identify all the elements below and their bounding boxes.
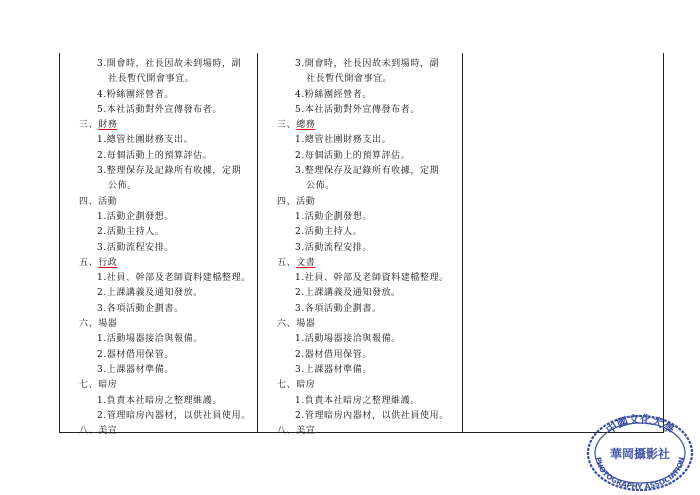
column-divider: [462, 53, 463, 433]
list-item: 1.活動企劃發想。: [295, 211, 372, 222]
list-item-continuation: 社長暫代開會事宜。: [108, 74, 195, 85]
seal-bottom-text: PHOTOGRAPHY ASSOCIATION: [593, 456, 687, 491]
list-item-continuation: 公佈。: [306, 181, 335, 192]
section-title: 文書: [296, 257, 316, 268]
section-heading: [59, 195, 257, 210]
section-number: 五、: [277, 257, 297, 268]
revised-text-column: [257, 53, 462, 433]
list-item: 3.各項活動企劃書。: [295, 303, 382, 314]
list-item: 3.活動流程安排。: [97, 242, 174, 253]
list-item: 1.總管社團財務支出。: [295, 135, 392, 146]
section-number: 三、: [79, 120, 99, 131]
section-title: 暗房: [98, 380, 118, 391]
list-item: 1.總管社團財務支出。: [97, 135, 194, 146]
list-item: 2.活動主持人。: [295, 227, 363, 238]
list-item: 3.各項活動企劃書。: [97, 303, 184, 314]
list-item: 3.上課器材準備。: [97, 364, 174, 375]
list-item: 2.上課講義及通知發放。: [97, 288, 203, 299]
section-title: 暗房: [296, 380, 316, 391]
list-item: 2.器材借用保管。: [295, 349, 372, 360]
list-item: 2.管理暗房內器材，以供社員使用。: [295, 410, 449, 421]
list-item: 3.上課器材準備。: [295, 364, 372, 375]
club-seal-stamp: [584, 409, 696, 491]
notes-column: [462, 53, 664, 433]
list-item: 2.活動主持人。: [97, 227, 165, 238]
list-item: 2.上課講義及通知發放。: [295, 288, 401, 299]
section-heading: [59, 317, 257, 332]
table-border-left: [59, 53, 60, 433]
section-title: 場器: [296, 319, 316, 330]
list-item-continuation: 社長暫代開會事宜。: [306, 74, 393, 85]
section-number: 七、: [79, 380, 99, 391]
section-heading: [257, 378, 462, 393]
list-item: 4.粉絲團經營者。: [295, 89, 372, 100]
section-title: 總務: [296, 120, 316, 131]
section-heading: [59, 378, 257, 393]
section-number: 六、: [277, 319, 297, 330]
list-item-continuation: 公佈。: [108, 181, 137, 192]
section-number: 四、: [277, 196, 297, 207]
section-title: 活動: [98, 196, 118, 207]
list-item: 1.活動場器接洽與報備。: [295, 334, 401, 345]
section-number: 七、: [277, 380, 297, 391]
list-item: 1.活動企劃發想。: [97, 211, 174, 222]
section-number: 六、: [79, 319, 99, 330]
section-heading: [257, 195, 462, 210]
list-item: 3.整理保存及記錄所有收據，定期: [295, 166, 440, 177]
section-number: 四、: [79, 196, 99, 207]
section-heading: [257, 118, 462, 133]
section-number: 五、: [79, 257, 99, 268]
original-text-column: [59, 53, 257, 433]
section-title: 活動: [296, 196, 316, 207]
section-heading: [59, 118, 257, 133]
list-item: 3.整理保存及記錄所有收據，定期: [97, 166, 242, 177]
list-item: 1.社員、幹部及老師資料建檔整理。: [97, 273, 251, 284]
seal-center-text: 華岡攝影社: [609, 447, 671, 461]
section-heading: [257, 317, 462, 332]
list-item: 3.活動流程安排。: [295, 242, 372, 253]
seal-top-text: 中國文化大學: [603, 412, 677, 437]
list-item: 5.本社活動對外宣傳發布者。: [97, 104, 222, 115]
list-item: 3.開會時，社長因故未到場時，副: [97, 59, 242, 69]
list-item: 3.開會時，社長因故未到場時，副: [295, 59, 440, 69]
list-item: 1.活動場器接洽與報備。: [97, 334, 203, 345]
list-item: 2.管理暗房內器材，以供社員使用。: [97, 410, 251, 421]
section-title: 財務: [98, 120, 118, 131]
list-item: 2.每個活動上的預算評估。: [97, 150, 213, 161]
list-item: 5.本社活動對外宣傳發布者。: [295, 104, 420, 115]
table-border-bottom: [59, 432, 664, 433]
table-border-right: [663, 53, 664, 433]
section-number: 三、: [277, 120, 297, 131]
list-item: 2.器材借用保管。: [97, 349, 174, 360]
list-item: 2.每個活動上的預算評估。: [295, 150, 411, 161]
column-divider: [257, 53, 258, 433]
comparison-table: [59, 53, 664, 433]
list-item: 1.社員、幹部及老師資料建檔整理。: [295, 273, 449, 284]
section-heading: [257, 256, 462, 271]
list-item: 1.負責本社暗房之整理維護。: [97, 395, 222, 406]
section-title: 場器: [98, 319, 118, 330]
list-item: 1.負責本社暗房之整理維護。: [295, 395, 420, 406]
list-item: 4.粉絲團經營者。: [97, 89, 174, 100]
section-heading: [59, 256, 257, 271]
section-title: 行政: [98, 257, 118, 268]
